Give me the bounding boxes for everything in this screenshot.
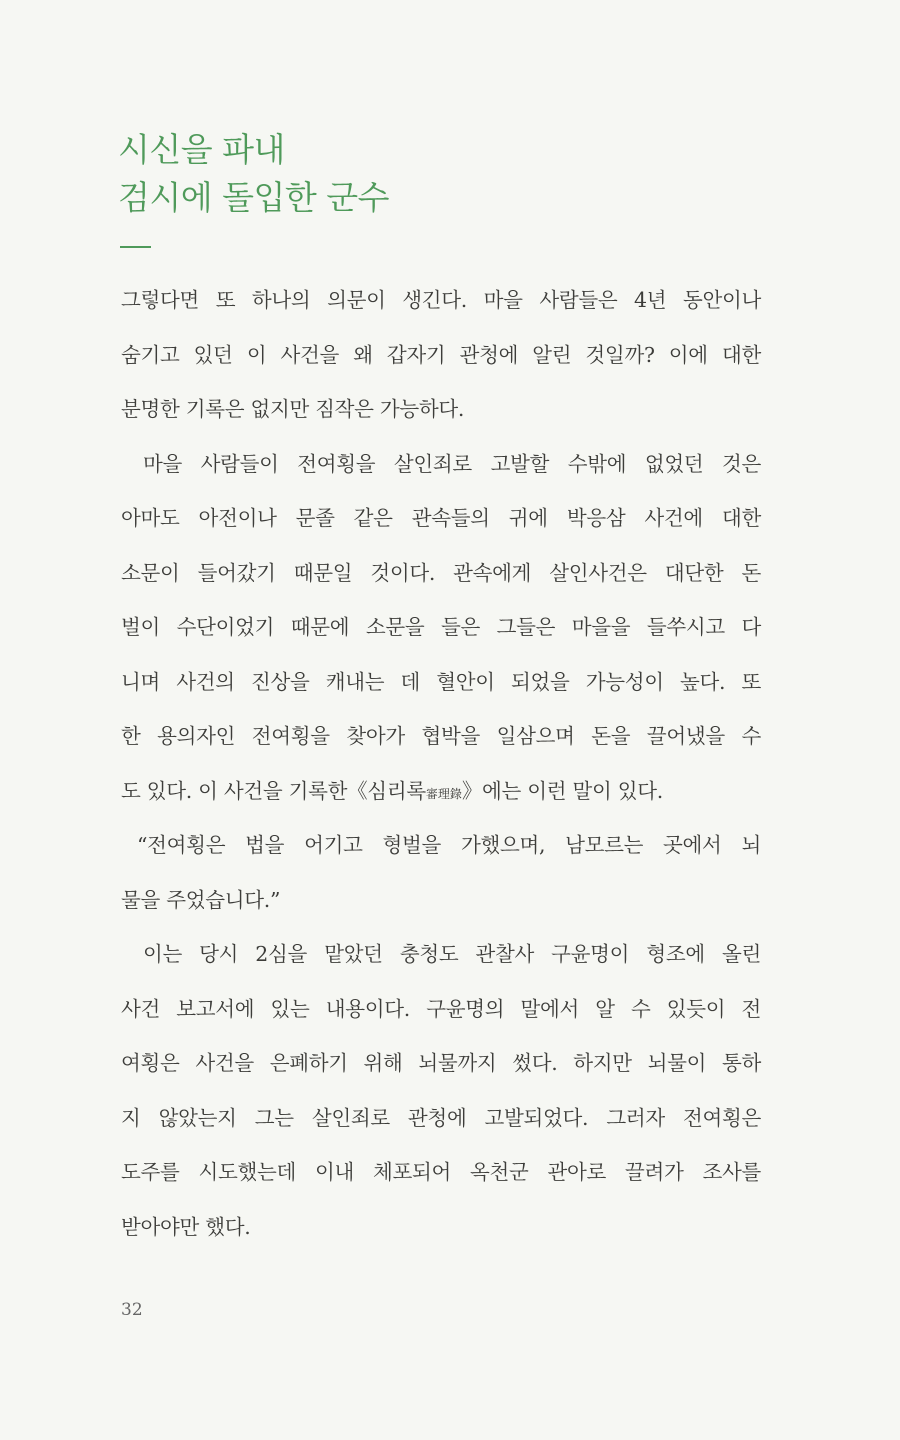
body-line: 사건 보고서에 있는 내용이다. 구윤명의 말에서 알 수 있듯이 전 xyxy=(121,996,761,1021)
quote-line: 물을 주었습니다.” xyxy=(121,887,281,912)
body-line: 받아야만 했다. xyxy=(121,1214,251,1239)
heading-line-1: 시신을 파내 xyxy=(118,130,285,169)
body-line: 분명한 기록은 없지만 짐작은 가능하다. xyxy=(121,397,465,421)
body-line: 여횡은 사건을 은폐하기 위해 뇌물까지 썼다. 하지만 뇌물이 통하 xyxy=(121,1051,761,1075)
section-heading xyxy=(118,126,389,222)
body-line: 벌이 수단이었기 때문에 소문을 들은 그들은 마을을 들쑤시고 다 xyxy=(121,615,761,639)
body-line: 아마도 아전이나 문졸 같은 관속들의 귀에 박응삼 사건에 대한 xyxy=(121,506,761,530)
body-line: 그렇다면 또 하나의 의문이 생긴다. 마을 사람들은 4년 동안이나 xyxy=(121,288,761,312)
body-line: 숨기고 있던 이 사건을 왜 갑자기 관청에 알린 것일까? 이에 대한 xyxy=(121,342,761,367)
quote-line: “전여횡은 법을 어기고 형벌을 가했으며, 남모르는 곳에서 뇌 xyxy=(137,833,761,857)
body-text xyxy=(121,273,761,1254)
body-line: 니며 사건의 진상을 캐내는 데 혈안이 되었을 가능성이 높다. 또 xyxy=(121,669,761,694)
body-line: 도주를 시도했는데 이내 체포되어 옥천군 관아로 끌려가 조사를 xyxy=(121,1160,761,1184)
hanja-annotation: 審理錄 xyxy=(425,786,462,801)
body-line: 한 용의자인 전여횡을 찾아가 협박을 일삼으며 돈을 끌어냈을 수 xyxy=(121,724,761,748)
body-line: 이는 당시 2심을 맡았던 충청도 관찰사 구윤명이 형조에 올린 xyxy=(143,942,761,966)
heading-rule xyxy=(120,246,151,248)
heading-line-2: 검시에 돌입한 군수 xyxy=(118,178,390,217)
body-line xyxy=(121,764,761,819)
page-number: 32 xyxy=(121,1300,143,1320)
body-text-segment: 》에는 이런 말이 있다. xyxy=(461,778,663,803)
body-text-segment: 도 있다. 이 사건을 기록한《심리록 xyxy=(121,778,426,803)
body-line: 마을 사람들이 전여횡을 살인죄로 고발할 수밖에 없었던 것은 xyxy=(143,451,761,476)
body-line: 지 않았는지 그는 살인죄로 관청에 고발되었다. 그러자 전여횡은 xyxy=(121,1105,761,1130)
body-line: 소문이 들어갔기 때문일 것이다. 관속에게 살인사건은 대단한 돈 xyxy=(121,560,761,585)
